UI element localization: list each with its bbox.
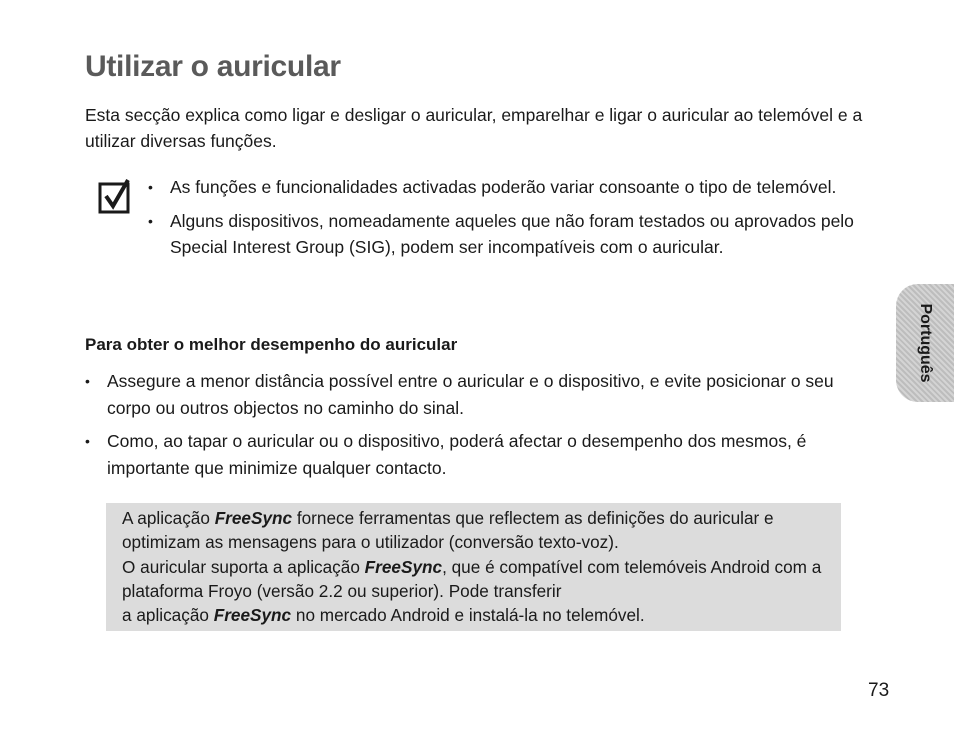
bullet: • — [85, 373, 90, 389]
tips-list — [85, 368, 845, 488]
info-text: , que é compatível com telemóveis Android com a plataforma Froyo (versão 2.2 ou superior). Pode transferir — [122, 556, 822, 601]
info-text: a aplicação — [122, 605, 214, 626]
note-item — [148, 208, 858, 261]
app-name: FreeSync — [364, 556, 443, 577]
info-text: fornece ferramentas que reflectem as definições do auricular e optimizam as mensagens para o utilizador (conversão texto-voz). — [122, 508, 774, 553]
page-number: 73 — [868, 680, 890, 701]
language-tab — [896, 284, 954, 402]
bullet: • — [85, 433, 90, 449]
tip-item — [85, 368, 845, 421]
info-text: no mercado Android e instalá-la no telemóvel. — [291, 605, 645, 626]
intro-paragraph: Esta secção explica como ligar e desligar o auricular, emparelhar e ligar o auricular ao telemóvel e a utilizar diversas funções. — [85, 105, 863, 151]
tip-text: Como, ao tapar o auricular ou o dispositivo, poderá afectar o desempenho dos mesmos, é importante que minimize qualquer contacto. — [107, 431, 807, 478]
section-subheading: Para obter o melhor desempenho do auricular — [85, 335, 458, 354]
info-text: O auricular suporta a aplicação — [122, 556, 365, 577]
app-name: FreeSync — [214, 508, 293, 528]
note-list — [148, 174, 858, 268]
note-text: Alguns dispositivos, nomeadamente aqueles que não foram testados ou aprovados pelo Special Interest Group (SIG), podem ser incompatíveis com o auricular. — [170, 210, 854, 257]
info-text: A aplicação — [122, 508, 215, 528]
page-title: Utilizar o auricular — [85, 50, 341, 83]
tip-item — [85, 428, 845, 481]
note-text: As funções e funcionalidades activadas poderão variar consoante o tipo de telemóvel. — [170, 177, 837, 197]
info-box — [106, 503, 841, 631]
bullet: • — [148, 179, 153, 195]
bullet: • — [148, 212, 153, 229]
app-name: FreeSync — [213, 605, 292, 626]
tip-text: Assegure a menor distância possível entre o auricular e o dispositivo, e evite posicionar o seu corpo ou outros objectos no caminho do sinal. — [107, 371, 834, 418]
checkbox-check-icon — [98, 178, 132, 216]
note-item — [148, 174, 858, 201]
language-tab-label: Português — [917, 303, 934, 383]
